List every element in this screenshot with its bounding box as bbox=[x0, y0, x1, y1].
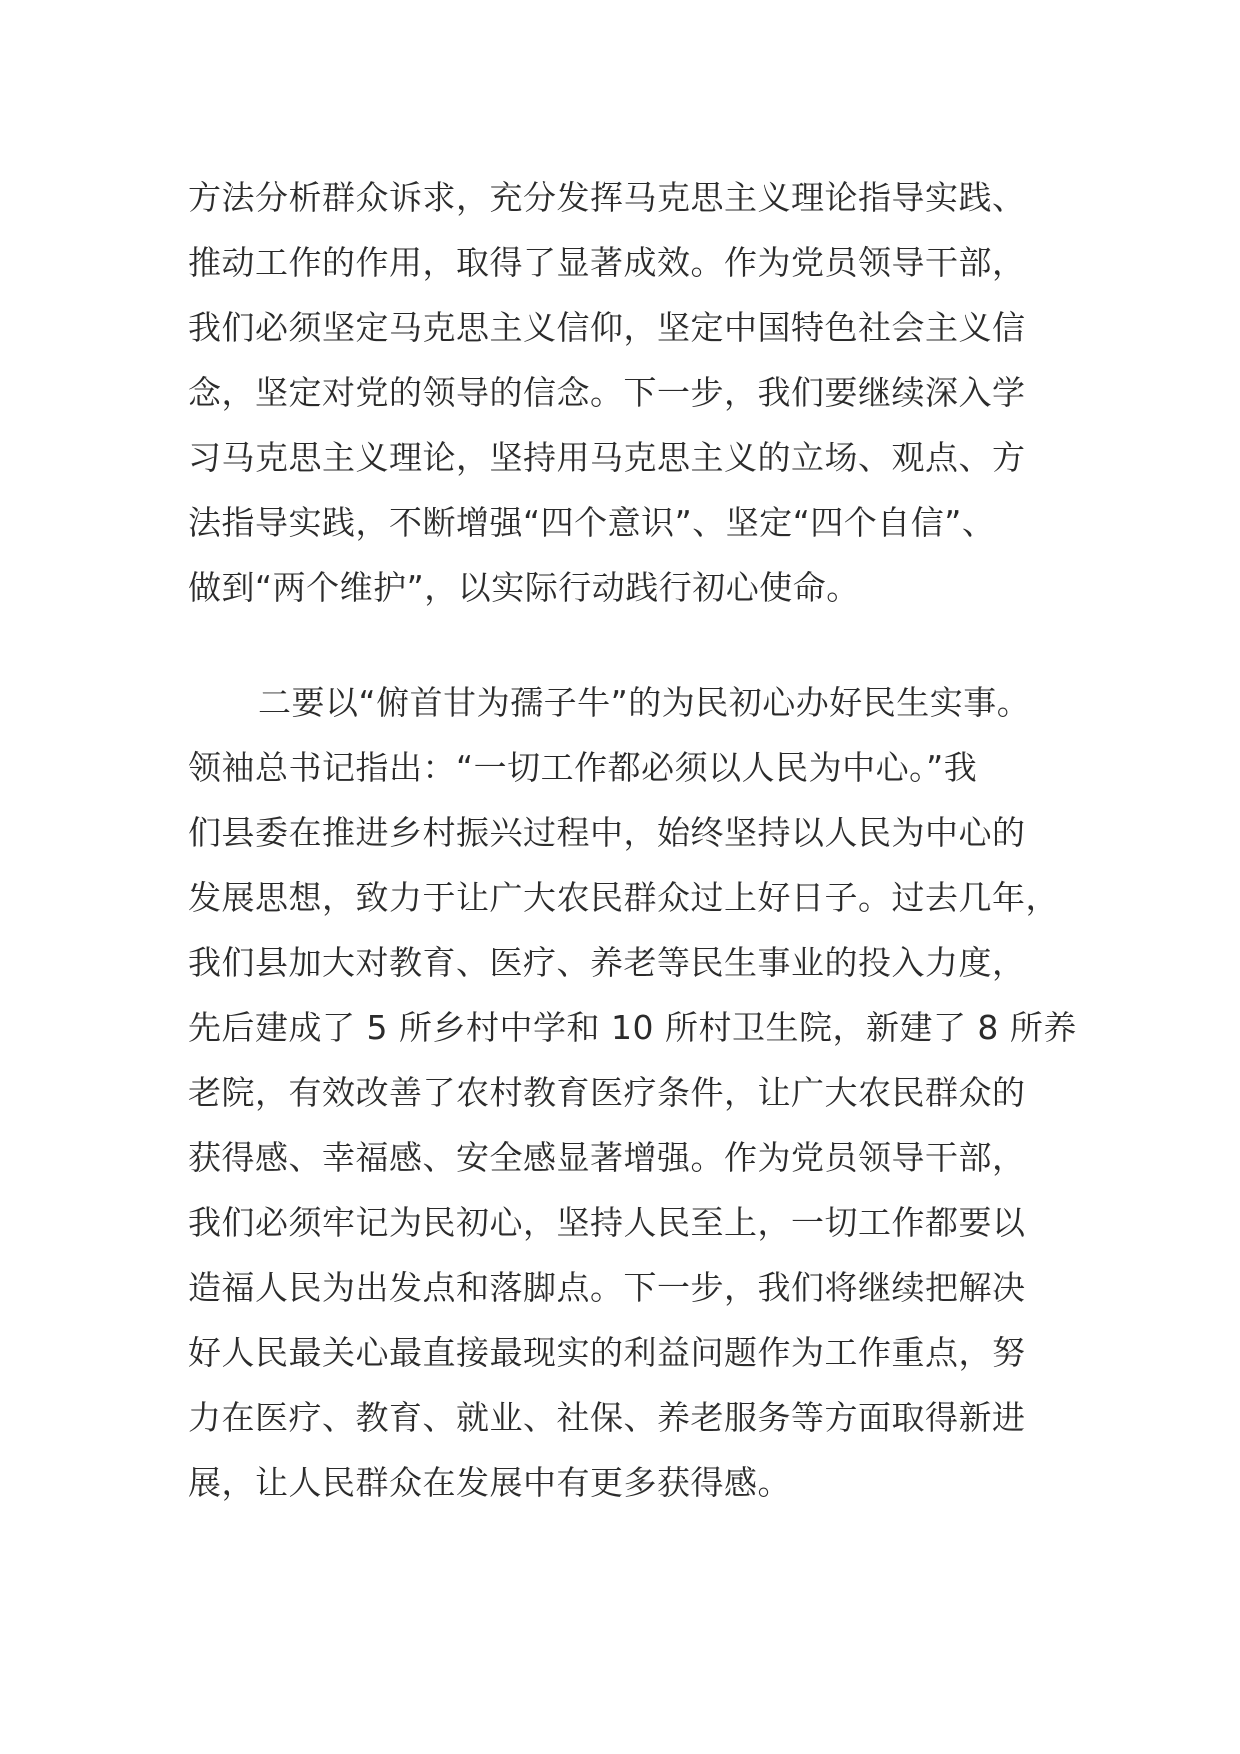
text-line: 念，坚定对党的领导的信念。下一步，我们要继续深入学 bbox=[188, 373, 1026, 412]
text-line: 我们县加大对教育、医疗、养老等民生事业的投入力度， bbox=[188, 943, 1026, 982]
text-line: 我们必须牢记为民初心，坚持人民至上，一切工作都要以 bbox=[188, 1203, 1026, 1242]
text-line: 获得感、幸福感、安全感显著增强。作为党员领导干部， bbox=[188, 1138, 1026, 1177]
paragraph-2 bbox=[188, 670, 1077, 1515]
text-line: 方法分析群众诉求，充分发挥马克思主义理论指导实践、 bbox=[188, 178, 1026, 217]
text-line: 老院，有效改善了农村教育医疗条件，让广大农民群众的 bbox=[188, 1073, 1026, 1112]
text-line: 展，让人民群众在发展中有更多获得感。 bbox=[188, 1463, 791, 1502]
paragraph-1 bbox=[188, 165, 1068, 620]
text-line: 们县委在推进乡村振兴过程中，始终坚持以人民为中心的 bbox=[188, 813, 1026, 852]
text-line: 发展思想，致力于让广大农民群众过上好日子。过去几年， bbox=[188, 878, 1059, 917]
text-line: 先后建成了 5 所乡村中学和 10 所村卫生院，新建了 8 所养 bbox=[188, 1008, 1077, 1047]
text-line: 造福人民为出发点和落脚点。下一步，我们将继续把解决 bbox=[188, 1268, 1026, 1307]
text-line: 力在医疗、教育、就业、社保、养老服务等方面取得新进 bbox=[188, 1398, 1026, 1437]
text-line: 我们必须坚定马克思主义信仰，坚定中国特色社会主义信 bbox=[188, 308, 1026, 347]
text-line-first-indented: 二要以“俯首甘为孺子牛”的为民初心办好民生实事。 bbox=[258, 683, 1031, 722]
text-line: 领袖总书记指出：“一切工作都必须以人民为中心。”我 bbox=[188, 748, 978, 787]
text-line: 好人民最关心最直接最现实的利益问题作为工作重点，努 bbox=[188, 1333, 1026, 1372]
text-line: 法指导实践，不断增强“四个意识”、坚定“四个自信”、 bbox=[188, 503, 996, 542]
text-line: 习马克思主义理论，坚持用马克思主义的立场、观点、方 bbox=[188, 438, 1026, 477]
text-line: 做到“两个维护”，以实际行动践行初心使命。 bbox=[188, 568, 860, 607]
text-line: 推动工作的作用，取得了显著成效。作为党员领导干部， bbox=[188, 243, 1026, 282]
